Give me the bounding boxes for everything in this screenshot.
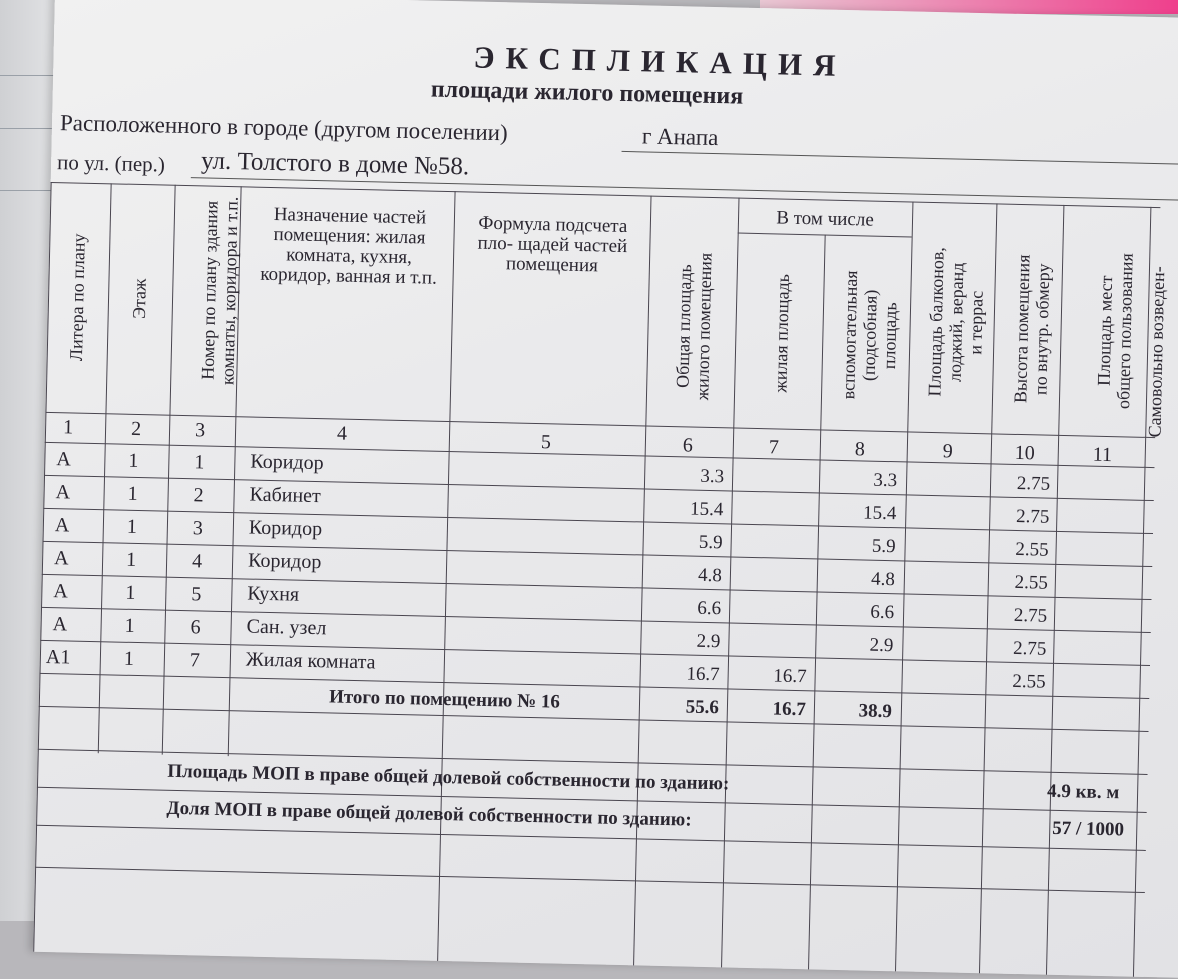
col-line [633,196,651,966]
street-value: ул. Толстого в доме №58. [200,147,470,181]
liter-cell: А [52,613,68,636]
height-cell: 2.75 [1016,472,1051,495]
col-header-balcony-a: Площадь балконов, [924,246,948,397]
height-cell: 2.75 [1015,505,1050,528]
living-area-cell [739,566,809,568]
col-number: 8 [854,438,866,461]
room-no-cell: 4 [191,550,203,573]
col-line [162,185,176,755]
room-name-cell: Коридор [248,516,323,541]
col-number: 3 [194,419,206,442]
col-header-unauthorized: Самовольно возведен- [1144,265,1169,438]
liter-cell: А [55,481,71,504]
col-header-aux-area-a: вспомогательная [838,270,862,400]
total-area-cell: 3.3 [700,465,725,488]
col-header-aux-area-c: площадь [878,302,901,370]
total-area-cell: 6.6 [697,597,722,620]
col-header-aux-area-b: (подсобная) [858,289,881,382]
street-underline [191,177,1178,202]
col-number: 11 [1092,443,1113,467]
col-header-total-area-b: жилого помещения [692,252,716,401]
floor-cell: 1 [124,614,135,637]
living-area-cell [740,533,810,535]
total-area-sum: 55.6 [685,696,720,719]
total-area-cell: 15.4 [689,498,724,521]
floor-cell: 1 [127,482,138,506]
col-header-purpose: Назначение частей помещения: жилая комната, кухня, коридор, ванная и т.п. [260,204,438,289]
col-header-balcony-b: лоджий, веранд [944,262,968,383]
liter-cell: А [53,547,69,570]
room-no-cell: 2 [193,484,204,507]
col-line [808,235,826,970]
total-area-cell: 2.9 [696,630,721,653]
col-number: 7 [768,436,780,459]
col-header-common-area-a: Площадь мест [1093,275,1117,387]
aux-area-cell: 4.8 [870,568,896,591]
liter-cell: А1 [45,645,71,669]
document-title: ЭКСПЛИКАЦИЯ [473,39,847,83]
col-line [437,191,455,961]
height-cell: 2.75 [1012,637,1047,660]
aux-area-cell: 5.9 [871,535,896,558]
col-line [98,183,112,753]
room-name-cell: Кабинет [249,483,322,508]
col-header-height-b: по внутр. обмеру [1030,263,1054,396]
row-line [45,412,1155,438]
aux-area-cell: 15.4 [862,502,897,525]
aux-area-cell: 6.6 [870,601,895,624]
room-name-cell: Жилая комната [245,648,376,674]
floor-cell: 1 [123,647,135,670]
aux-area-cell: 3.3 [873,469,898,492]
mop-area-label: Площадь МОП в праве общей долевой собственности по зданию: [167,760,730,795]
col-header-liter: Литера по плану [65,233,89,362]
col-number: 1 [62,416,74,439]
col-header-common-area-b: общего пользования [1113,252,1137,410]
aux-area-cell: 2.9 [869,634,894,657]
room-name-cell: Коридор [247,549,322,574]
mop-share-label: Доля МОП в праве общей долевой собственности по зданию: [166,797,692,831]
room-no-cell: 1 [194,451,205,474]
document-subtitle: площади жилого помещения [430,76,744,110]
city-underline [622,151,1178,167]
height-cell: 2.75 [1013,604,1048,627]
row-line [39,706,1149,732]
col-header-including: В том числе [776,207,875,231]
living-area-cell [741,467,811,469]
col-number: 5 [540,431,552,454]
col-header-formula: Формула подсчета пло- щадей частей помещения [477,212,628,277]
explication-sheet [33,0,1178,978]
living-area-sum: 16.7 [772,698,807,721]
col-number: 6 [682,434,694,457]
floor-cell: 1 [126,515,138,538]
liter-cell: А [53,580,69,603]
total-area-cell: 16.7 [686,663,720,686]
room-no-cell: 5 [191,583,202,606]
col-number: 9 [942,440,954,463]
aux-area-cell [823,667,893,669]
total-area-cell: 5.9 [698,531,723,554]
living-area-cell [738,599,808,601]
room-no-cell: 7 [189,649,201,672]
aux-area-sum: 38.9 [858,700,893,723]
room-name-cell: Коридор [250,450,324,475]
col-header-height-a: Высота помещения [1010,254,1034,404]
mop-area-value: 4.9 кв. м [1046,780,1120,804]
col-line [721,198,739,968]
living-area-cell: 16.7 [773,665,807,688]
floor-cell: 1 [125,581,136,604]
liter-cell: А [56,448,72,471]
room-no-cell: 6 [190,616,201,639]
street-label: по ул. (пер.) [56,150,166,177]
col-header-total-area-a: Общая площадь [672,264,696,389]
location-label: Расположенного в городе (другом поселении) [59,110,508,146]
row-line [45,442,1155,468]
height-cell: 2.55 [1015,538,1049,561]
floor-cell: 1 [128,449,139,473]
room-name-cell: Сан. узел [246,615,327,640]
col-header-room-no-b: комнаты, коридора и т.п. [217,196,242,386]
height-cell: 2.55 [1012,670,1046,693]
height-cell: 2.55 [1014,571,1049,594]
col-number: 2 [130,417,142,441]
room-name-cell: Кухня [247,582,300,606]
liter-cell: А [54,514,70,537]
col-number: 4 [336,422,348,445]
floor-cell: 1 [125,548,137,571]
col-header-living-area: жилая площадь [770,273,794,393]
col-number: 10 [1014,441,1036,465]
col-header-balcony-c: и террас [965,290,987,355]
col-header-floor: Этаж [128,278,150,320]
row-line [35,867,1145,893]
living-area-cell [741,500,811,502]
mop-share-value: 57 / 1000 [1052,817,1125,841]
room-no-cell: 3 [192,517,204,540]
total-label: Итого по помещению № 16 [328,686,561,713]
col-header-room-no-a: Номер по плану здания [197,200,222,380]
total-area-cell: 4.8 [697,564,723,587]
living-area-cell [738,632,808,634]
city-value: г Анапа [641,123,719,151]
